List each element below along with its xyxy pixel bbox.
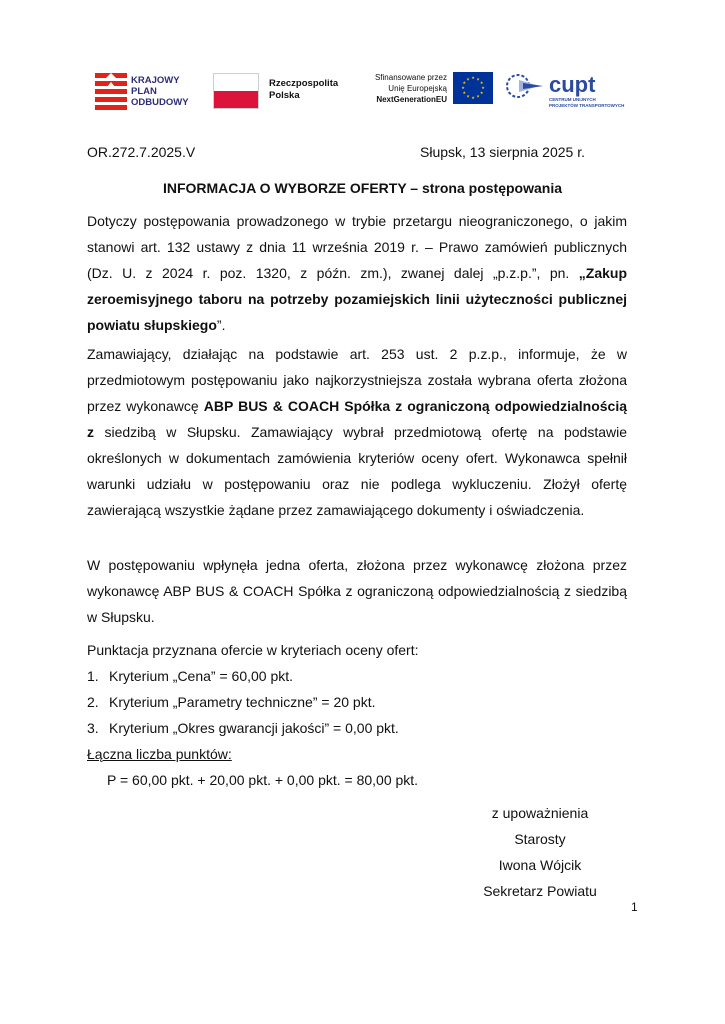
signature-name: Iwona Wójcik [498,857,582,873]
eu-flag-icon [453,72,493,104]
kpo-logo [95,70,205,115]
svg-text:★: ★ [476,76,480,82]
logo-bar [95,70,635,115]
points-intro: Punktacja przyznana ofercie w kryteriach oceny ofert: [87,642,419,658]
kpo-emblem-icon [95,73,127,111]
svg-text:★: ★ [479,80,484,85]
signature-block [470,800,610,904]
list-item: 3. Kryterium „Okres gwarancji jakości” = 0,00 pkt. [87,720,399,736]
document-title: INFORMACJA O WYBORZE OFERTY – strona postępowania [162,180,563,196]
svg-text:★: ★ [476,93,480,99]
eu-text: Sfinansowane przez Unię Europejską NextGenerationEU [374,73,447,104]
poland-flag-icon [213,73,259,109]
svg-text:★: ★ [466,76,470,82]
page-number: 1 [631,900,638,914]
paragraph-decision: Zamawiający, działając na podstawie art. 253 ust. 2 p.z.p., informuje, że w przedmiotowym postępowaniu jako najkorzystniejsza została wybrana oferta złożona przez wykonawcę ABP BUS & COACH Spółka z ograniczoną odpowiedzialnością z siedzibą w Słupsku. Zamawiający wybrał przedmiotową ofertę na podstawie określonych w dokumentach zamówienia kryteriów oceny ofert. Wykonawca spełnił warunki udziału w postępowaniu oraz nie podlega wykluczeniu. Złożył ofertę zawierającą wszystkie żądane przez zamawiającego dokumenty i oświadczenia. [87,346,627,518]
svg-text:★: ★ [466,93,470,99]
cupt-mark-icon [505,73,545,99]
svg-text:★: ★ [471,75,475,80]
list-item: 1. Kryterium „Cena” = 60,00 pkt. [87,668,294,684]
total-label: Łączna liczba punktów: [87,746,232,762]
paragraph-subject: Dotyczy postępowania prowadzonego w trybie przetargu nieograniczonego, o jakim stanowi art. 132 ustawy z dnia 11 września 2019 r. – Prawo zamówień publicznych (Dz. U. z 2024 r. poz. 1320, z późn. zm.), zwanej dalej „p.z.p.”, pn. „Zakup zeroemisyjnego taboru na potrzeby pozamiejskich linii użyteczności publicznej powiatu słupskiego”. [87,213,627,333]
svg-text:★: ★ [462,90,467,95]
reference-number: OR.272.7.2025.V [87,144,196,160]
eu-logo [353,70,493,115]
signature-position: Sekretarz Powiatu [483,883,597,899]
svg-text:★: ★ [471,95,475,100]
cupt-logo [505,70,635,115]
svg-text:★: ★ [462,80,467,85]
rp-logo [213,70,339,115]
place-date: Słupsk, 13 sierpnia 2025 r. [420,144,585,160]
cupt-subtitle: CENTRUM UNIJNYCH PROJEKTÓW TRANSPORTOWYCH [549,97,625,108]
points-section [87,637,627,793]
criteria-list [87,663,627,741]
list-item: 2. Kryterium „Parametry techniczne” = 20 pkt. [87,694,376,710]
kpo-text: KRAJOWY PLAN ODBUDOWY [131,75,189,108]
svg-text:★: ★ [461,85,465,90]
rp-text: Rzeczpospolita Polska [269,78,339,101]
total-formula: P = 60,00 pkt. + 20,00 pkt. + 0,00 pkt. = 80,00 pkt. [107,772,419,788]
signature-authority: z upoważnienia Starosty [491,805,589,847]
cupt-name: cupt [549,72,596,97]
svg-text:★: ★ [479,90,484,95]
paragraph-offers: W postępowaniu wpłynęła jedna oferta, złożona przez wykonawcę złożona przez wykonawcę ABP BUS & COACH Spółka z ograniczoną odpowiedzialnością z siedzibą w Słupsku. [87,557,627,625]
svg-text:★: ★ [481,85,485,90]
